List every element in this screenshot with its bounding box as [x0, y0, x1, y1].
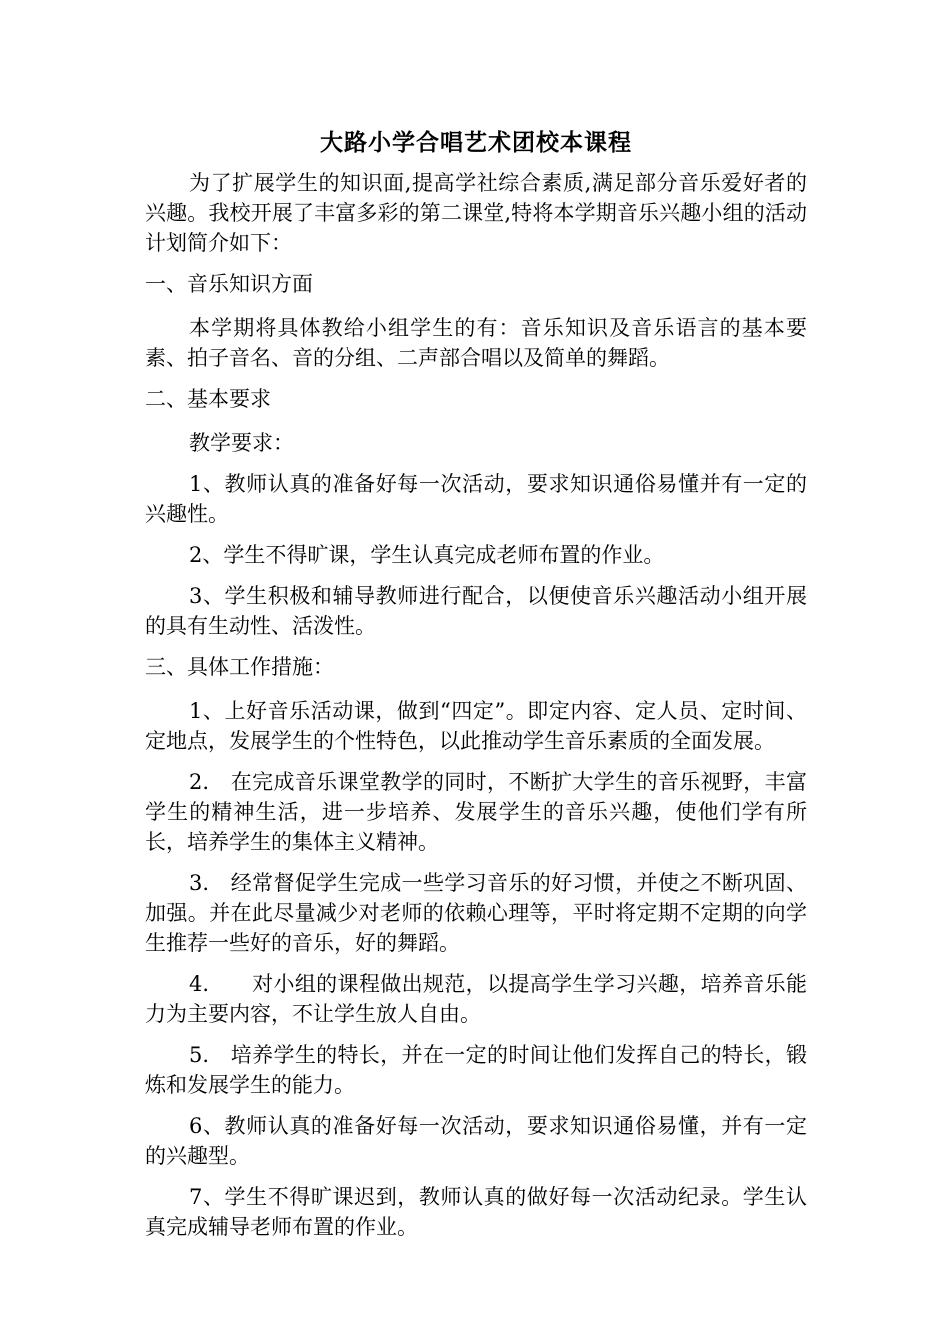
requirement-item: 2、学生不得旷课，学生认真完成老师布置的作业。 [189, 543, 665, 567]
requirement-item: 1、教师认真的准备好每一次活动，要求知识通俗易懂并有一定的兴趣性。 [145, 472, 807, 526]
measure-item: 5. 培养学生的特长，并在一定的时间让他们发挥自己的特长，锻炼和发展学生的能力。 [145, 1043, 807, 1097]
document-title: 大路小学合唱艺术团校本课程 [320, 129, 632, 156]
measure-item: 2. 在完成音乐课堂教学的同时，不断扩大学生的音乐视野，丰富学生的精神生活，进一步培养、发展学生的音乐兴趣，使他们学有所长，培养学生的集体主义精神。 [145, 770, 807, 854]
measure-item: 6、教师认真的准备好每一次活动，要求知识通俗易懂，并有一定的兴趣型。 [145, 1114, 807, 1168]
music-knowledge-paragraph: 本学期将具体教给小组学生的有：音乐知识及音乐语言的基本要素、拍子音名、音的分组、二声部合唱以及简单的舞蹈。 [145, 316, 807, 370]
measure-item: 3. 经常督促学生完成一些学习音乐的好习惯，并使之不断巩固、加强。并在此尽量减少对老师的依赖心理等，平时将定期不定期的向学生推荐一些好的音乐，好的舞蹈。 [145, 871, 807, 955]
section-heading-measures: 三、具体工作措施： [145, 655, 334, 679]
teaching-requirements-label: 教学要求： [189, 431, 294, 455]
document-page [145, 128, 807, 1253]
measure-item: 1、上好音乐活动课，做到“四定”。即定内容、定人员、定时间、定地点，发展学生的个性特色，以此推动学生音乐素质的全面发展。 [145, 699, 807, 753]
measure-item: 7、学生不得旷课迟到，教师认真的做好每一次活动纪录。学生认真完成辅导老师布置的作业。 [145, 1185, 807, 1239]
measure-item: 4. 对小组的课程做出规范，以提高学生学习兴趣，培养音乐能力为主要内容，不让学生放人自由。 [145, 972, 807, 1026]
section-heading-basic-requirements: 二、基本要求 [145, 387, 271, 411]
intro-paragraph: 为了扩展学生的知识面,提高学社综合素质,满足部分音乐爱好者的兴趣。我校开展了丰富多彩的第二课堂,特将本学期音乐兴趣小组的活动计划简介如下： [145, 171, 807, 255]
requirement-item: 3、学生积极和辅导教师进行配合，以便使音乐兴趣活动小组开展的具有生动性、活泼性。 [145, 584, 807, 638]
section-heading-music-knowledge: 一、音乐知识方面 [145, 272, 313, 296]
